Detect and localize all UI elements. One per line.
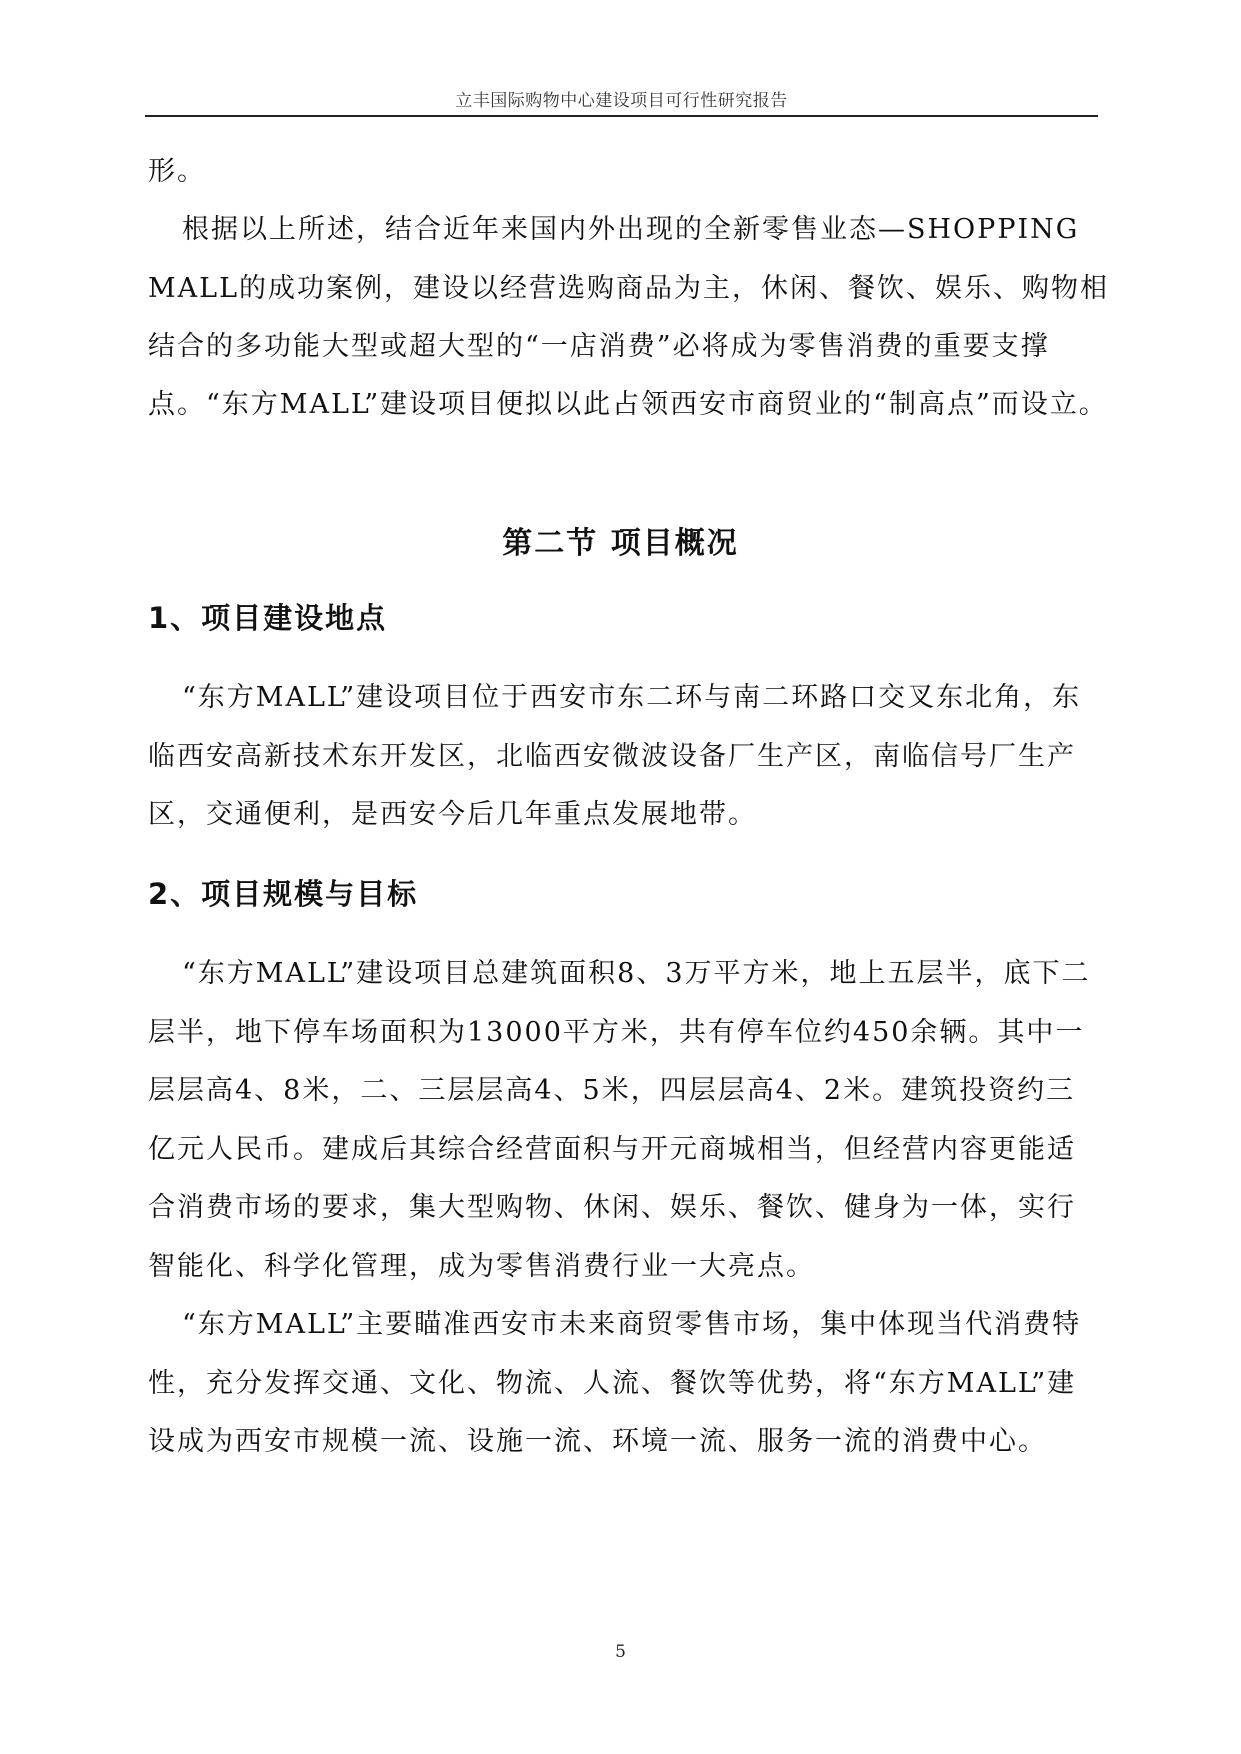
running-header: 立丰国际购物中心建设项目可行性研究报告	[455, 91, 788, 111]
body-line: 形。	[148, 156, 206, 187]
body-line: “东方MALL”建设项目位于西安市东二环与南二环路口交叉东北角，东	[182, 682, 1082, 713]
section-title: 第二节 项目概况	[502, 526, 739, 561]
page-number: 5	[615, 1642, 626, 1662]
body-line: 点。“东方MALL”建设项目便拟以此占领西安市商贸业的“制高点”而设立。	[148, 389, 1108, 420]
body-line: 层半，地下停车场面积为13000平方米，共有停车位约450余辆。其中一	[148, 1017, 1085, 1048]
body-line: MALL的成功案例，建设以经营选购商品为主，休闲、餐饮、娱乐、购物相	[148, 273, 1110, 304]
body-line: “东方MALL”主要瞄准西安市未来商贸零售市场，集中体现当代消费特	[182, 1309, 1082, 1340]
body-line: 亿元人民币。建成后其综合经营面积与开元商城相当，但经营内容更能适	[148, 1134, 1076, 1165]
subsection-heading-location: 1、项目建设地点	[148, 601, 388, 635]
body-line: 性，充分发挥交通、文化、物流、人流、餐饮等优势，将“东方MALL”建	[148, 1368, 1077, 1399]
body-line: 设成为西安市规模一流、设施一流、环境一流、服务一流的消费中心。	[148, 1426, 1047, 1457]
header-rule	[145, 115, 1098, 117]
body-line: 临西安高新技术东开发区，北临西安微波设备厂生产区，南临信号厂生产	[148, 741, 1076, 772]
body-line: 智能化、科学化管理，成为零售消费行业一大亮点。	[148, 1251, 815, 1282]
subsection-heading-scale: 2、项目规模与目标	[148, 877, 419, 911]
body-line: 层层高4、8米，二、三层层高4、5米，四层层高4、2米。建筑投资约三	[148, 1075, 1076, 1106]
body-line: 根据以上所述，结合近年来国内外出现的全新零售业态—SHOPPING	[182, 214, 1080, 245]
body-line: 结合的多功能大型或超大型的“一店消费”必将成为零售消费的重要支撑	[148, 331, 1050, 362]
body-line: 区，交通便利，是西安今后几年重点发展地带。	[148, 799, 757, 830]
body-line: “东方MALL”建设项目总建筑面积8、3万平方米，地上五层半，底下二	[182, 958, 1091, 989]
body-line: 合消费市场的要求，集大型购物、休闲、娱乐、餐饮、健身为一体，实行	[148, 1192, 1076, 1223]
